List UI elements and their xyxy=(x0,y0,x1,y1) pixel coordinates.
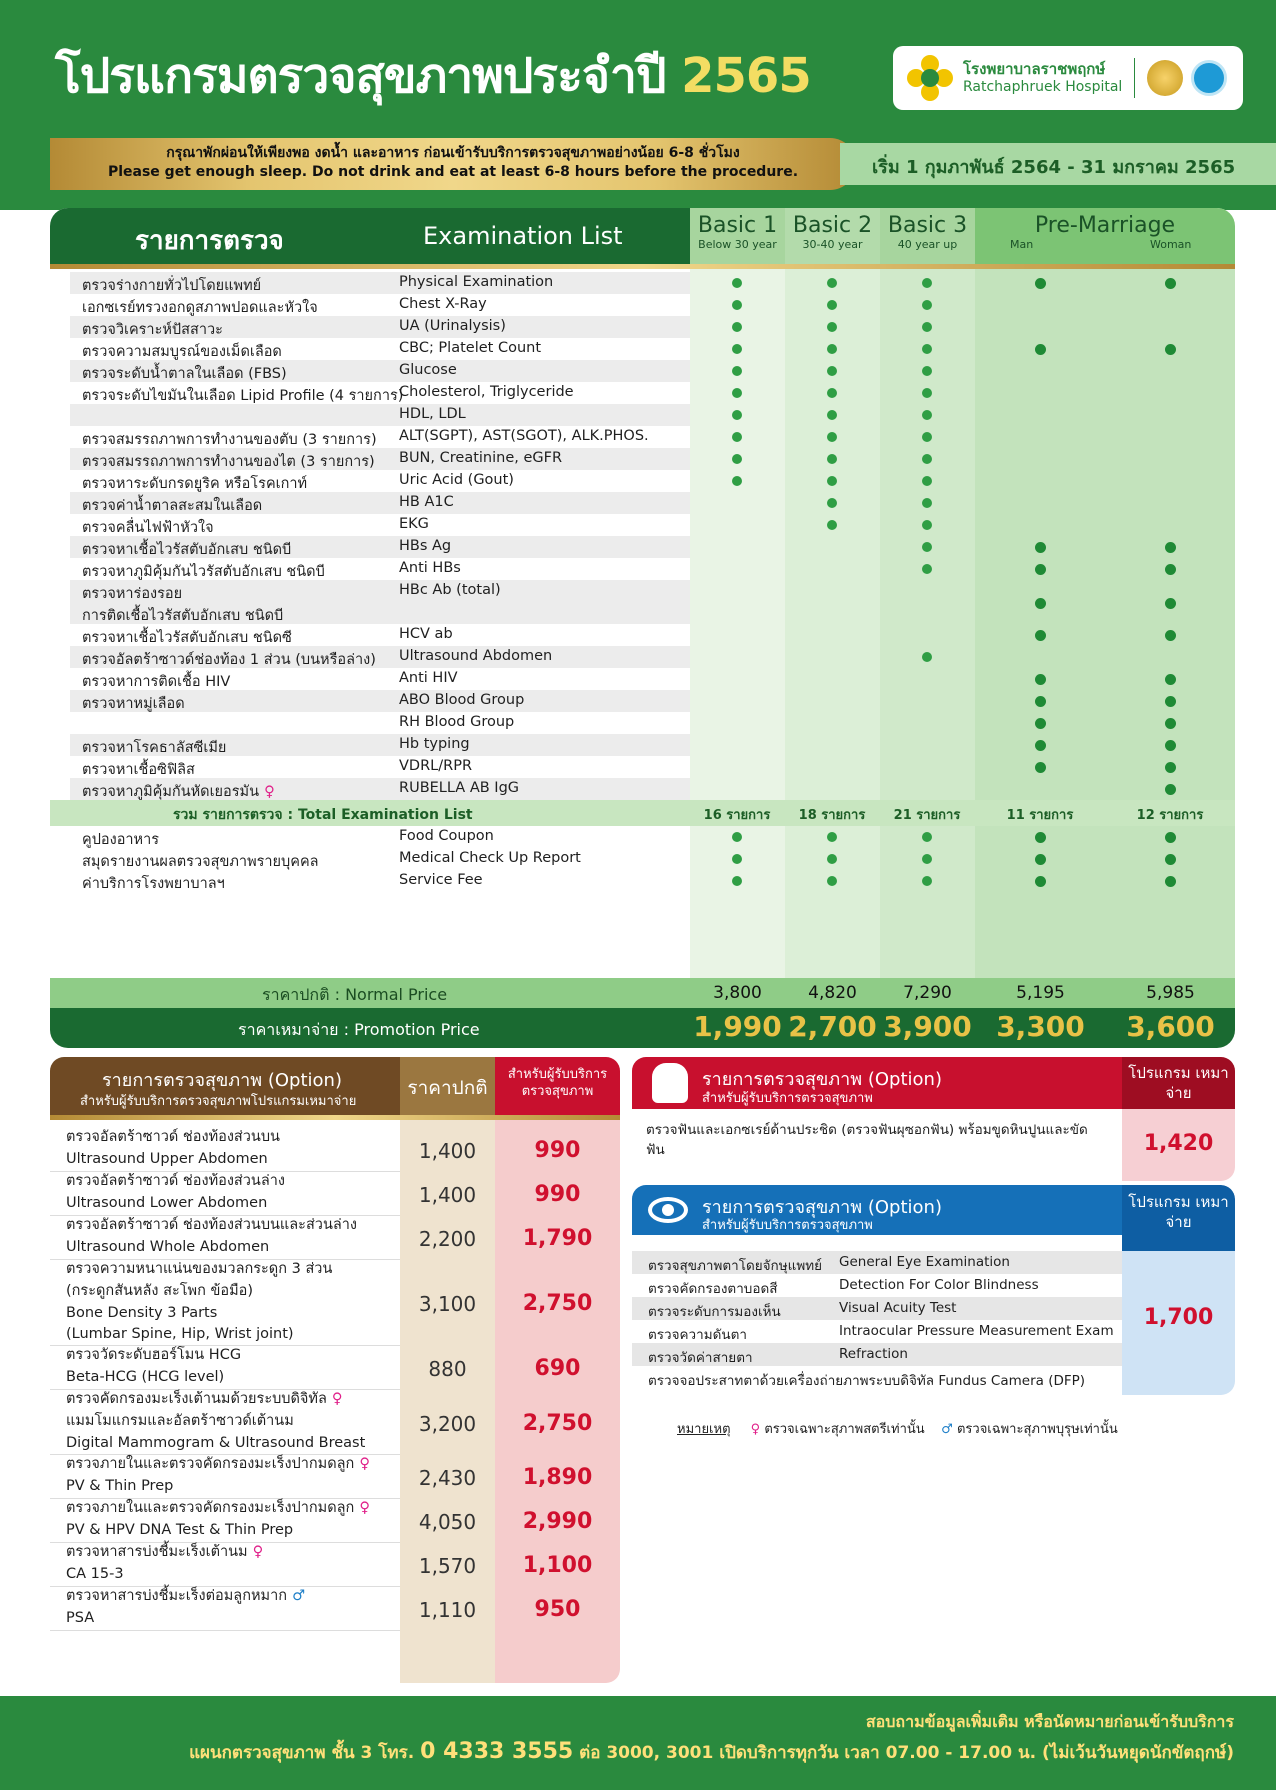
included-dot-icon xyxy=(1165,832,1176,843)
included-dot-icon xyxy=(1165,630,1176,641)
included-dot-icon xyxy=(732,344,742,354)
exam-row xyxy=(50,778,1235,800)
included-dot-icon xyxy=(827,432,837,442)
included-dot-icon xyxy=(922,344,932,354)
fasting-notice: กรุณาพักผ่อนให้เพียงพอ งดน้ำ และอาหาร ก่อนเข้ารับบริการตรวจสุขภาพอย่างน้อย 6-8 ชั่วโมง Please get enough sleep. Do not drink and eat at least 6-8 hours before the procedure. xyxy=(50,138,856,190)
option-member-price: 2,990 xyxy=(522,1509,593,1534)
promotion-price-row: ราคาเหมาจ่าย : Promotion Price 1,990 2,700 3,900 3,300 3,600 xyxy=(50,1008,1235,1048)
included-dot-icon xyxy=(1165,876,1176,887)
included-dot-icon xyxy=(922,366,932,376)
eye-test-row xyxy=(632,1251,1122,1274)
exam-name-en: Chest X-Ray xyxy=(399,296,487,312)
included-dot-icon xyxy=(827,344,837,354)
exam-row xyxy=(50,316,1235,338)
included-dot-icon xyxy=(732,410,742,420)
option-normal-price: 880 xyxy=(428,1357,467,1381)
exam-name-th: ตรวจระดับไขมันในเลือด Lipid Profile (4 รายการ) xyxy=(82,388,404,404)
exam-name-th: ตรวจอัลตร้าซาวด์ช่องท้อง 1 ส่วน (บนหรือล่าง) xyxy=(82,652,376,668)
exam-name-th: ตรวจวิเคราะห์ปัสสาวะ xyxy=(82,322,223,338)
gold-seal-icon xyxy=(1147,60,1183,96)
included-dot-icon xyxy=(922,542,932,552)
exam-name-th: ตรวจหาหมู่เลือด xyxy=(82,696,185,712)
female-symbol-icon: ♀ xyxy=(247,1544,264,1560)
exam-name-th: ตรวจร่างกายทั่วไปโดยแพทย์ xyxy=(82,278,262,294)
included-dot-icon xyxy=(732,476,742,486)
eye-test-row xyxy=(632,1320,1122,1343)
included-dot-icon xyxy=(1165,564,1176,575)
eye-test-row xyxy=(632,1343,1122,1366)
exam-name-en: RUBELLA AB IgG xyxy=(399,780,520,796)
included-dot-icon xyxy=(1035,564,1046,575)
exam-name-th-line2: การติดเชื้อไวรัสตับอักเสบ ชนิดบี xyxy=(82,608,284,624)
eye-test-row xyxy=(632,1274,1122,1297)
dental-option: รายการตรวจสุขภาพ (Option) สำหรับผู้รับบริการตรวจสุขภาพ โปรแกรม เหมาจ่าย ตรวจฟันและเอกซเรย์ด้านประชิด (ตรวจฟันผุซอกฟัน) พร้อมขูดหินปูนและขัดฟัน 1,420 xyxy=(632,1057,1235,1181)
included-dot-icon xyxy=(827,278,837,288)
included-dot-icon xyxy=(922,300,932,310)
exam-name-th: ตรวจสมรรถภาพการทำงานของตับ (3 รายการ) xyxy=(82,432,377,448)
option-member-price: 690 xyxy=(534,1356,581,1381)
table-head-th: รายการตรวจ xyxy=(135,226,284,256)
table-head-en: Examination List xyxy=(423,222,623,250)
eye-option: รายการตรวจสุขภาพ (Option) สำหรับผู้รับบริการตรวจสุขภาพ โปรแกรม เหมาจ่าย ตรวจสุขภาพตาโดยจักษุแพทย์ General Eye Examination ตรวจคัดกรองตาบอดสี Detection For Color Blindness ตรวจระดับการมองเห็น Visual Acuity Test ตรวจความดันตา Intraocular Pressure Measurement Exam ตรวจวัดค่าสายตา Refraction ตรวจจอประสาทตาด้วยเครื่องถ่ายภาพระบบดิจิทัล Fundus Camera (DFP) 1,700 xyxy=(632,1185,1235,1395)
dental-description: ตรวจฟันและเอกซเรย์ด้านประชิด (ตรวจฟันผุซอกฟัน) พร้อมขูดหินปูนและขัดฟัน xyxy=(646,1122,1088,1158)
included-dot-icon xyxy=(922,278,932,288)
included-dot-icon xyxy=(1035,876,1046,887)
exam-name-th: ตรวจสมรรถภาพการทำงานของไต (3 รายการ) xyxy=(82,454,375,470)
exam-row xyxy=(50,426,1235,448)
female-symbol-icon: ♀ xyxy=(354,1456,370,1472)
option-row xyxy=(50,1345,620,1389)
exam-name-en: Anti HIV xyxy=(399,670,458,686)
option-member-price: 950 xyxy=(534,1597,581,1622)
included-dot-icon xyxy=(827,300,837,310)
contact-footer: สอบถามข้อมูลเพิ่มเติม หรือนัดหมายก่อนเข้ารับบริการ แผนกตรวจสุขภาพ ชั้น 3 โทร. 0 4333 3555 ต่อ 3000, 3001 เปิดบริการทุกวัน เวลา 07.00 - 17.00 น. (ไม่เว้นวันหยุดนักขัตฤกษ์) xyxy=(0,1696,1276,1790)
exam-row xyxy=(50,712,1235,734)
option-description: ตรวจหาสารบ่งชี้มะเร็งเต้านม ♀ CA 15-3 xyxy=(66,1544,264,1582)
included-dot-icon xyxy=(1165,718,1176,729)
page-header xyxy=(0,0,1276,210)
included-dot-icon xyxy=(732,366,742,376)
exam-row xyxy=(50,492,1235,514)
included-dot-icon xyxy=(732,388,742,398)
option-description: ตรวจอัลตร้าซาวด์ ช่องท้องส่วนล่าง Ultrasound Lower Abdomen xyxy=(66,1173,285,1211)
package-basic3: Basic 3 40 year up xyxy=(880,208,975,264)
page-title: โปรแกรมตรวจสุขภาพประจำปี 2565 xyxy=(55,48,811,104)
total-count: 11 รายการ xyxy=(1006,808,1074,823)
exam-name-th: ตรวจความสมบูรณ์ของเม็ดเลือด xyxy=(82,344,282,360)
exam-name-th: ตรวจหาการติดเชื้อ HIV xyxy=(82,674,231,690)
option-member-price: 1,790 xyxy=(522,1226,593,1251)
option-normal-price: 2,430 xyxy=(418,1466,477,1490)
exam-name-en: Hb typing xyxy=(399,736,470,752)
included-dot-icon xyxy=(827,454,837,464)
included-dot-icon xyxy=(827,366,837,376)
included-dot-icon xyxy=(1035,854,1046,865)
included-dot-icon xyxy=(922,432,932,442)
eye-test-th: ตรวจสุขภาพตาโดยจักษุแพทย์ xyxy=(648,1258,823,1274)
package-basic2: Basic 2 30-40 year xyxy=(785,208,880,264)
package-pre-marriage: Pre-Marriage Man Woman xyxy=(975,208,1235,264)
option-row xyxy=(50,1454,620,1498)
included-dot-icon xyxy=(827,322,837,332)
exam-name-th: ตรวจระดับน้ำตาลในเลือด (FBS) xyxy=(82,366,287,382)
exam-name-th: ตรวจหาเชื้อไวรัสตับอักเสบ ชนิดซี xyxy=(82,630,292,646)
exam-name-en: CBC; Platelet Count xyxy=(399,340,542,356)
option-row xyxy=(50,1498,620,1542)
included-dot-icon xyxy=(1035,762,1046,773)
eye-test-th: ตรวจจอประสาทตาด้วยเครื่องถ่ายภาพระบบดิจิทัล Fundus Camera (DFP) xyxy=(648,1373,1086,1389)
option-normal-price: 3,200 xyxy=(418,1411,477,1436)
extra-name-en: Medical Check Up Report xyxy=(399,850,581,866)
included-dot-icon xyxy=(732,854,742,864)
included-dot-icon xyxy=(1165,784,1176,795)
eye-test-th: ตรวจคัดกรองตาบอดสี xyxy=(648,1281,778,1297)
exam-name-en: Ultrasound Abdomen xyxy=(399,648,553,664)
option-normal-price: 1,110 xyxy=(418,1598,477,1622)
included-dot-icon xyxy=(1035,598,1046,609)
exam-row xyxy=(50,294,1235,316)
included-dot-icon xyxy=(922,854,932,864)
eye-test-th: ตรวจระดับการมองเห็น xyxy=(648,1304,781,1320)
exam-name-en: HBs Ag xyxy=(399,538,452,554)
eye-icon xyxy=(648,1197,688,1223)
included-dot-icon xyxy=(1035,696,1046,707)
total-count: 12 รายการ xyxy=(1136,808,1204,823)
exam-name-th: ตรวจหาภูมิคุ้มกันไวรัสตับอักเสบ ชนิดบี xyxy=(82,564,325,580)
extra-row xyxy=(50,826,1235,848)
exam-name-en: UA (Urinalysis) xyxy=(399,318,506,334)
exam-row xyxy=(50,536,1235,558)
exam-name-en: RH Blood Group xyxy=(399,714,515,730)
exam-name-en: ALT(SGPT), AST(SGOT), ALK.PHOS. xyxy=(399,428,649,444)
eye-test-en: General Eye Examination xyxy=(839,1254,1010,1270)
included-dot-icon xyxy=(1035,832,1046,843)
exam-name-th: ตรวจหาโรคธาลัสซีเมีย xyxy=(82,740,227,756)
included-dot-icon xyxy=(827,854,837,864)
included-dot-icon xyxy=(827,388,837,398)
included-dot-icon xyxy=(732,832,742,842)
option-row xyxy=(50,1259,620,1345)
included-dot-icon xyxy=(1165,542,1176,553)
option-row xyxy=(50,1542,620,1586)
included-dot-icon xyxy=(1035,674,1046,685)
exam-row xyxy=(50,668,1235,690)
exam-row xyxy=(50,404,1235,426)
exam-row xyxy=(50,580,1235,624)
exam-name-en: HBc Ab (total) xyxy=(399,582,501,598)
included-dot-icon xyxy=(827,410,837,420)
included-dot-icon xyxy=(827,520,837,530)
total-row xyxy=(50,800,1235,826)
option-description: ตรวจภายในและตรวจคัดกรองมะเร็งปากมดลูก ♀ PV & HPV DNA Test & Thin Prep xyxy=(66,1500,370,1538)
extra-name-th: สมุดรายงานผลตรวจสุขภาพรายบุคคล xyxy=(82,854,319,870)
exam-row xyxy=(50,448,1235,470)
option-normal-price: 3,100 xyxy=(418,1292,477,1316)
included-dot-icon xyxy=(1035,344,1046,355)
exam-row xyxy=(50,338,1235,360)
exam-name-th: ตรวจหาระดับกรดยูริค หรือโรคเกาท์ xyxy=(82,476,308,492)
exam-name-en: Anti HBs xyxy=(399,560,461,576)
eye-test-en: Intraocular Pressure Measurement Exam xyxy=(839,1323,1114,1339)
exam-name-en: Cholesterol, Triglyceride xyxy=(399,384,574,400)
option-member-price: 990 xyxy=(534,1138,581,1163)
eye-test-row xyxy=(632,1366,1122,1389)
legend-note: หมายเหตุ ♀ ตรวจเฉพาะสุภาพสตรีเท่านั้น ♂ ตรวจเฉพาะสุภาพบุรุษเท่านั้น xyxy=(677,1422,1118,1437)
option-description: ตรวจวัดระดับฮอร์โมน HCG Beta-HCG (HCG level) xyxy=(66,1347,242,1385)
extra-row xyxy=(50,848,1235,870)
option-member-price: 2,750 xyxy=(522,1410,593,1436)
normal-price-row: ราคาปกติ : Normal Price 3,800 4,820 7,290 5,195 5,985 xyxy=(50,978,1235,1008)
included-dot-icon xyxy=(1035,740,1046,751)
exam-name-en: HB A1C xyxy=(399,494,454,510)
extra-name-th: คูปองอาหาร xyxy=(82,832,160,848)
exam-row xyxy=(50,382,1235,404)
included-dot-icon xyxy=(1035,630,1046,641)
exam-name-th: ตรวจหาเชื้อไวรัสตับอักเสบ ชนิดบี xyxy=(82,542,292,558)
option-normal-price: 1,400 xyxy=(418,1183,477,1207)
option-normal-price: 1,570 xyxy=(418,1554,477,1578)
included-dot-icon xyxy=(732,876,742,886)
included-dot-icon xyxy=(922,476,932,486)
option-row xyxy=(50,1215,620,1259)
included-dot-icon xyxy=(732,432,742,442)
included-dot-icon xyxy=(1165,598,1176,609)
option-description: ตรวจหาสารบ่งชี้มะเร็งต่อมลูกหมาก ♂ PSA xyxy=(66,1588,306,1626)
eye-test-th: ตรวจความดันตา xyxy=(648,1327,747,1343)
exam-name-th: ตรวจคลื่นไฟฟ้าหัวใจ xyxy=(82,520,214,536)
included-dot-icon xyxy=(1165,674,1176,685)
total-count: 21 รายการ xyxy=(893,808,961,823)
option-row xyxy=(50,1127,620,1171)
exam-name-en: BUN, Creatinine, eGFR xyxy=(399,450,563,466)
included-dot-icon xyxy=(1035,542,1046,553)
extra-row xyxy=(50,870,1235,892)
included-dot-icon xyxy=(922,388,932,398)
included-dot-icon xyxy=(1165,740,1176,751)
included-dot-icon xyxy=(1165,696,1176,707)
included-dot-icon xyxy=(922,322,932,332)
total-count: 18 รายการ xyxy=(798,808,866,823)
included-dot-icon xyxy=(922,832,932,842)
exam-row xyxy=(50,646,1235,668)
included-dot-icon xyxy=(922,454,932,464)
included-dot-icon xyxy=(1035,718,1046,729)
exam-row xyxy=(50,272,1235,294)
exam-row xyxy=(50,558,1235,580)
phone-number[interactable]: 0 4333 3555 xyxy=(420,1739,574,1764)
eye-test-th: ตรวจวัดค่าสายตา xyxy=(648,1350,753,1366)
included-dot-icon xyxy=(922,410,932,420)
examination-table xyxy=(50,208,1235,1048)
exam-name-en: HDL, LDL xyxy=(399,406,466,422)
included-dot-icon xyxy=(732,278,742,288)
exam-name-en: EKG xyxy=(399,516,429,532)
eye-test-en: Refraction xyxy=(839,1346,908,1362)
male-symbol-icon: ♂ xyxy=(287,1588,306,1604)
eye-test-en: Visual Acuity Test xyxy=(839,1300,957,1316)
eye-price: 1,700 xyxy=(1122,1251,1235,1395)
accreditation-badge-icon xyxy=(1191,60,1227,96)
option-normal-price: 1,400 xyxy=(418,1139,477,1163)
eye-test-en: Detection For Color Blindness xyxy=(839,1277,1039,1293)
total-count: 16 รายการ xyxy=(703,808,771,823)
option-member-price: 1,100 xyxy=(522,1553,593,1578)
option-row xyxy=(50,1171,620,1215)
option-description: ตรวจคัดกรองมะเร็งเต้านมด้วยระบบดิจิทัล ♀ แมมโมแกรมและอัลตร้าซาวด์เต้านม Digital Mammogram & Ultrasound Breast xyxy=(66,1391,366,1451)
hospital-name-en: Ratchaphruek Hospital xyxy=(963,78,1123,95)
exam-name-en: Uric Acid (Gout) xyxy=(399,472,514,488)
male-symbol-icon: ♂ xyxy=(941,1422,953,1437)
included-dot-icon xyxy=(732,322,742,332)
exam-row xyxy=(50,624,1235,646)
exam-name-en: HCV ab xyxy=(399,626,453,642)
option-member-price: 1,890 xyxy=(522,1465,593,1490)
included-dot-icon xyxy=(1165,762,1176,773)
female-symbol-icon: ♀ xyxy=(750,1422,761,1437)
included-dot-icon xyxy=(922,652,932,662)
exam-row xyxy=(50,756,1235,778)
option-description: ตรวจอัลตร้าซาวด์ ช่องท้องส่วนบน Ultrasound Upper Abdomen xyxy=(66,1129,280,1167)
female-symbol-icon: ♀ xyxy=(326,1391,343,1407)
female-symbol-icon: ♀ xyxy=(259,784,275,800)
included-dot-icon xyxy=(732,300,742,310)
extra-name-en: Service Fee xyxy=(399,872,483,888)
exam-row xyxy=(50,690,1235,712)
exam-name-th: ตรวจค่าน้ำตาลสะสมในเลือด xyxy=(82,498,263,514)
included-dot-icon xyxy=(922,520,932,530)
included-dot-icon xyxy=(922,876,932,886)
option-description: ตรวจภายในและตรวจคัดกรองมะเร็งปากมดลูก ♀ PV & Thin Prep xyxy=(66,1456,370,1494)
option-row xyxy=(50,1586,620,1630)
option-row xyxy=(50,1389,620,1454)
included-dot-icon xyxy=(732,454,742,464)
included-dot-icon xyxy=(1035,278,1046,289)
included-dot-icon xyxy=(827,876,837,886)
exam-row xyxy=(50,514,1235,536)
female-symbol-icon: ♀ xyxy=(354,1500,370,1516)
option-member-price: 990 xyxy=(534,1182,581,1207)
exam-name-th: ตรวจหาเชื้อซิฟิลิส xyxy=(82,762,195,778)
included-dot-icon xyxy=(1165,344,1176,355)
included-dot-icon xyxy=(1165,278,1176,289)
option-price-table: รายการตรวจสุขภาพ (Option) สำหรับผู้รับบริการตรวจสุขภาพโปรแกรมเหมาจ่าย ราคาปกติ สำหรับผู้รับบริการ ตรวจสุขภาพ ตรวจอัลตร้าซาวด์ ช่องท้องส่วนบน Ultrasound Upper Abdomen 1,400 990 ตรวจอัลตร้าซาวด์ ช่องท้องส่วนล่าง Ultrasound Lower Abdomen 1,400 990 ตรวจอัลตร้าซาวด์ ช่องท้องส่วนบนและส่วนล่าง Ultrasound Whole Abdomen 2,200 1,790 ตรวจความหนาแน่นของมวลกระดูก 3 ส่วน (กระดูกสันหลัง สะโพก ข้อมือ) Bone Density 3 Parts (Lumbar Spine, Hip, Wrist joint) 3,100 2,750 ตรวจวัดระดับฮอร์โมน HCG Beta-HCG (HCG level) 880 690 ตรวจคัดกรองมะเร็งเต้านมด้วยระบบดิจิทัล ♀ แมมโมแกรมและอัลตร้าซาวด์เต้านม Digital Mammogram & Ultrasound Breast 3,200 2,750 ตรวจภายในและตรวจคัดกรองมะเร็งปากมดลูก ♀ PV & Thin Prep 2,430 1,890 ตรวจภายในและตรวจคัดกรองมะเร็งปากมดลูก ♀ PV & HPV DNA Test & Thin Prep 4,050 2,990 ตรวจหาสารบ่งชี้มะเร็งเต้านม ♀ CA 15-3 1,570 1,100 ตรวจหาสารบ่งชี้มะเร็งต่อมลูกหมาก ♂ PSA 1,110 950 xyxy=(50,1057,620,1683)
option-normal-price: 4,050 xyxy=(418,1510,477,1534)
hospital-name-th: โรงพยาบาลราชพฤกษ์ xyxy=(963,60,1106,79)
option-description: ตรวจอัลตร้าซาวด์ ช่องท้องส่วนบนและส่วนล่าง Ultrasound Whole Abdomen xyxy=(66,1217,357,1255)
promotion-date-range: เริ่ม 1 กุมภาพันธ์ 2564 - 31 มกราคม 2565 xyxy=(840,143,1276,185)
exam-name-en: ABO Blood Group xyxy=(399,692,525,708)
exam-name-en: VDRL/RPR xyxy=(399,758,473,774)
exam-row xyxy=(50,734,1235,756)
exam-name-th: ตรวจหาภูมิคุ้มกันหัดเยอรมัน ♀ xyxy=(82,784,275,800)
flower-logo-icon xyxy=(907,55,953,101)
included-dot-icon xyxy=(827,476,837,486)
option-member-price: 2,750 xyxy=(522,1291,593,1316)
option-description: ตรวจความหนาแน่นของมวลกระดูก 3 ส่วน (กระดูกสันหลัง สะโพก ข้อมือ) Bone Density 3 Parts (Lumbar Spine, Hip, Wrist joint) xyxy=(66,1261,333,1343)
included-dot-icon xyxy=(922,498,932,508)
exam-row xyxy=(50,360,1235,382)
package-basic1: Basic 1 Below 30 year xyxy=(690,208,785,264)
exam-name-en: Glucose xyxy=(399,362,457,378)
hospital-logo xyxy=(893,46,1243,110)
included-dot-icon xyxy=(827,498,837,508)
exam-name-th: เอกซเรย์ทรวงอกดูสภาพปอดและหัวใจ xyxy=(82,300,318,316)
exam-row xyxy=(50,470,1235,492)
included-dot-icon xyxy=(827,832,837,842)
extra-name-th: ค่าบริการโรงพยาบาลฯ xyxy=(82,876,225,892)
exam-name-th: ตรวจหาร่องรอย xyxy=(82,586,183,602)
extra-name-en: Food Coupon xyxy=(399,828,494,844)
included-dot-icon xyxy=(1165,854,1176,865)
eye-test-row xyxy=(632,1297,1122,1320)
included-dot-icon xyxy=(922,564,932,574)
exam-name-en: Physical Examination xyxy=(399,274,554,290)
option-normal-price: 2,200 xyxy=(418,1227,477,1251)
dental-price: 1,420 xyxy=(1122,1109,1235,1181)
tooth-icon xyxy=(652,1063,688,1103)
total-label: รวม รายการตรวจ : Total Examination List xyxy=(173,807,473,823)
